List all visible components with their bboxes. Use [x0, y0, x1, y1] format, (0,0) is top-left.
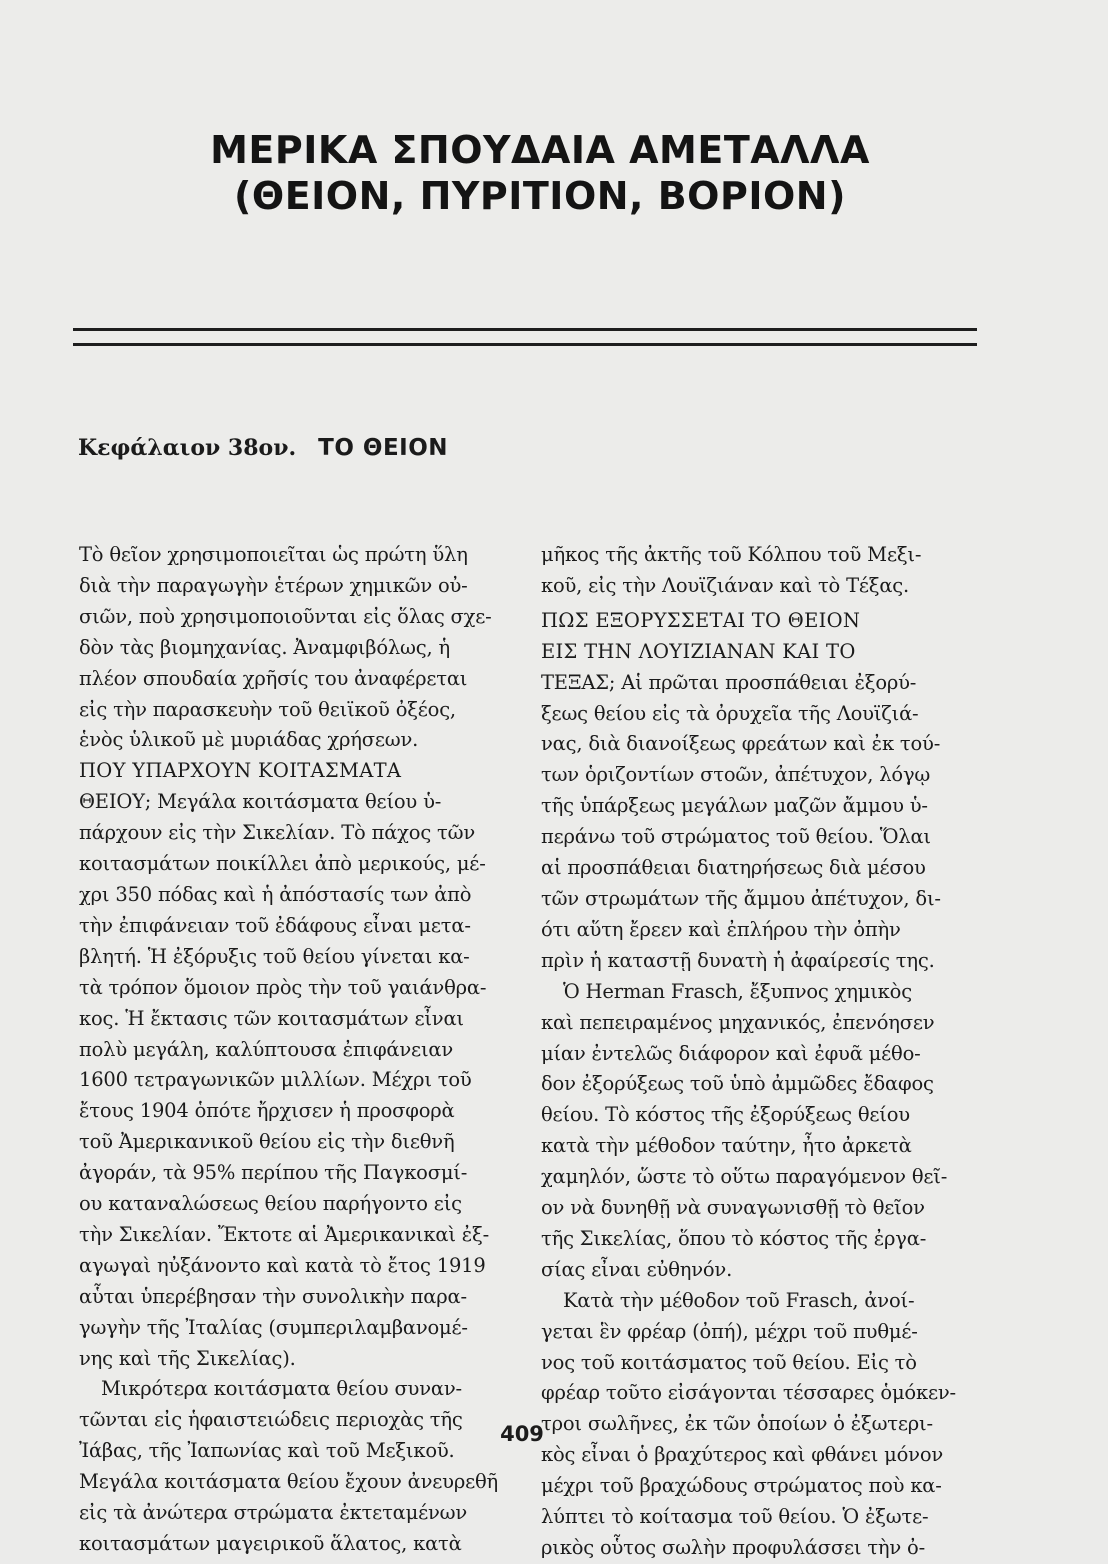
text-line: περάνω τοῦ στρώματος τοῦ θείου. Ὅλαι: [541, 825, 931, 849]
text-line: βλητή. Ἡ ἐξόρυξις τοῦ θείου γίνεται κα-: [79, 944, 470, 968]
text-line: μίαν ἐντελῶς διάφορον καὶ ἐφυᾶ μέθο-: [541, 1041, 921, 1065]
text-line: Μεγάλα κοιτάσματα θείου ἔχουν ἀνευρεθῆ: [79, 1470, 499, 1494]
chapter-name: ΤΟ ΘΕΙΟΝ: [318, 435, 449, 461]
page-title-line-2: (ΘΕΙΟΝ, ΠΥΡΙΤΙΟΝ, ΒΟΡΙΟΝ): [234, 174, 846, 218]
text-line: πολὺ μεγάλη, καλύπτουσα ἐπιφάνειαν: [79, 1037, 454, 1061]
text-line: Ἰάβας, τῆς Ἰαπωνίας καὶ τοῦ Μεξικοῦ.: [79, 1439, 455, 1463]
text-line: πλέον σπουδαία χρῆσίς του ἀναφέρεται: [79, 666, 468, 690]
text-line: Μικρότερα κοιτάσματα θείου συναν-: [101, 1377, 462, 1401]
text-line: ἀγοράν, τὰ 95% περίπου τῆς Παγκοσμί-: [79, 1161, 468, 1185]
text-line: λύπτει τὸ κοίτασμα τοῦ θείου. Ὁ ἐξωτε-: [541, 1505, 929, 1529]
text-line: κοιτασμάτων ποικίλλει ἀπὸ μερικούς, μέ-: [79, 852, 486, 876]
text-line: Κατὰ τὴν μέθοδον τοῦ Frasch, ἀνοί-: [563, 1288, 915, 1312]
text-line: μέχρι τοῦ βραχώδους στρώματος ποὺ κα-: [541, 1474, 942, 1498]
text-line: ΘΕΙΟΥ; Μεγάλα κοιτάσματα θείου ὑ-: [79, 790, 442, 814]
text-line: χαμηλόν, ὥστε τὸ οὕτω παραγόμενον θεῖ-: [541, 1165, 948, 1189]
text-line: ρικὸς οὗτος σωλὴν προφυλάσσει τὴν ὀ-: [541, 1536, 925, 1559]
text-line: ον νὰ δυνηθῇ νὰ συναγωνισθῇ τὸ θεῖον: [541, 1196, 925, 1220]
text-line: κατὰ τὴν μέθοδον ταύτην, ἦτο ἀρκετὰ: [541, 1134, 912, 1158]
section-heading-line: ΠΩΣ ΕΞΟΡΥΣΣΕΤΑΙ ΤΟ ΘΕΙΟΝ: [541, 608, 861, 632]
text-line: Ὁ Herman Frasch, ἔξυπνος χημικὸς: [563, 979, 912, 1003]
text-line: πρὶν ἡ καταστῇ δυνατὴ ἡ ἀφαίρεσίς της.: [541, 948, 935, 972]
text-line: 1600 τετραγωνικῶν μιλλίων. Μέχρι τοῦ: [79, 1068, 472, 1092]
text-line: κος. Ἡ ἔκτασις τῶν κοιτασμάτων εἶναι: [79, 1006, 464, 1030]
text-line: ἔτους 1904 ὁπότε ἤρχισεν ἡ προσφορὰ: [79, 1099, 455, 1123]
section-heading-line: ΕΙΣ ΤΗΝ ΛΟΥΙΖΙΑΝΑΝ ΚΑΙ ΤΟ: [541, 639, 856, 663]
text-line: ότι αὕτη ἔρεεν καὶ ἐπλήρου τὴν ὀπὴν: [541, 917, 901, 941]
text-line: ου καταναλώσεως θείου παρήγοντο εἰς: [79, 1192, 462, 1216]
text-line: ΤΕΞΑΣ; Αἱ πρῶται προσπάθειαι ἐξορύ-: [541, 670, 917, 694]
text-line: καὶ πεπειραμένος μηχανικός, ἐπενόησεν: [541, 1010, 935, 1034]
text-line: αὗται ὑπερέβησαν τὴν συνολικὴν παρα-: [79, 1284, 467, 1308]
text-line: τὴν ἐπιφάνειαν τοῦ ἐδάφους εἶναι μετα-: [79, 913, 471, 937]
text-line: γεται ἓν φρέαρ (ὀπή), μέχρι τοῦ πυθμέ-: [541, 1319, 918, 1343]
text-line: νας, διὰ διανοίξεως φρεάτων καὶ ἐκ τού-: [541, 732, 941, 756]
text-line: δον ἐξορύξεως τοῦ ὑπὸ ἀμμῶδες ἔδαφος: [541, 1072, 934, 1096]
text-line: νης καὶ τῆς Σικελίας).: [79, 1346, 296, 1370]
text-line: αἱ προσπάθειαι διατηρήσεως διὰ μέσου: [541, 856, 926, 880]
text-line: τὴν Σικελίαν. Ἔκτοτε αἱ Ἀμερικανικαὶ ἐξ-: [79, 1222, 489, 1246]
title-rule-lower: [73, 343, 977, 346]
text-line: τῆς ὑπάρξεως μεγάλων μαζῶν ἄμμου ὑ-: [541, 794, 928, 818]
text-line: τῶνται εἰς ἡφαιστειώδεις περιοχὰς τῆς: [79, 1408, 463, 1432]
text-line: δὸν τὰς βιομηχανίας. Ἀναμφιβόλως, ἡ: [79, 635, 450, 659]
text-line: σιῶν, ποὺ χρησιμοποιοῦνται εἰς ὅλας σχε-: [79, 604, 492, 628]
text-line: διὰ τὴν παραγωγὴν ἑτέρων χημικῶν οὐ-: [79, 573, 468, 597]
text-line: τροι σωλῆνες, ἐκ τῶν ὁποίων ὁ ἐξωτερι-: [541, 1412, 933, 1436]
page-title-line-1: ΜΕΡΙΚΑ ΣΠΟΥΔΑΙΑ ΑΜΕΤΑΛΛΑ: [210, 128, 870, 172]
text-line: νος τοῦ κοιτάσματος τοῦ θείου. Εἰς τὸ: [541, 1350, 917, 1374]
chapter-heading: [78, 432, 448, 461]
text-line: σίας εἶναι εὐθηνόν.: [541, 1257, 733, 1281]
text-line: ξεως θείου εἰς τὰ ὀρυχεῖα τῆς Λουϊζιά-: [541, 701, 919, 725]
text-line: τὰ τρόπον ὅμοιον πρὸς τὴν τοῦ γαιάνθρα-: [79, 975, 487, 999]
text-line: αγωγαὶ ηὐξάνοντο καὶ κατὰ τὸ ἔτος 1919: [79, 1253, 486, 1277]
text-line: τοῦ Ἀμερικανικοῦ θείου εἰς τὴν διεθνῆ: [79, 1130, 455, 1154]
text-line: τῶν στρωμάτων τῆς ἄμμου ἀπέτυχον, δι-: [541, 886, 941, 910]
text-line: Τὸ θεῖον χρησιμοποιεῖται ὡς πρώτη ὕλη: [79, 543, 468, 566]
text-line: ἑνὸς ὑλικοῦ μὲ μυριάδας χρήσεων.: [79, 728, 419, 752]
text-line: των ὁριζοντίων στοῶν, ἀπέτυχον, λόγῳ: [541, 763, 931, 787]
text-line: χρι 350 πόδας καὶ ἡ ἀπόστασίς των ἀπὸ: [79, 882, 472, 906]
left-text-column: [79, 540, 499, 1560]
text-line: γωγὴν τῆς Ἰταλίας (συμπεριλαμβανομέ-: [79, 1315, 468, 1339]
text-line: τῆς Σικελίας, ὅπου τὸ κόστος τῆς ἐργα-: [541, 1226, 927, 1250]
text-line: μῆκος τῆς ἀκτῆς τοῦ Κόλπου τοῦ Μεξι-: [541, 543, 922, 566]
section-heading-line: ΠΟΥ ΥΠΑΡΧΟΥΝ ΚΟΙΤΑΣΜΑΤΑ: [79, 759, 402, 783]
text-line: κοῦ, εἰς τὴν Λουϊζιάναν καὶ τὸ Τέξας.: [541, 573, 910, 597]
right-text-column: [541, 540, 977, 1564]
page-number: 409: [500, 1422, 544, 1446]
text-line: κὸς εἶναι ὁ βραχύτερος καὶ φθάνει μόνον: [541, 1443, 944, 1467]
text-line: εἰς τὴν παρασκευὴν τοῦ θειϊκοῦ ὀξέος,: [79, 697, 456, 721]
text-line: θείου. Τὸ κόστος τῆς ἐξορύξεως θείου: [541, 1103, 910, 1127]
title-rule-upper: [73, 328, 977, 331]
text-line: πάρχουν εἰς τὴν Σικελίαν. Τὸ πάχος τῶν: [79, 821, 475, 845]
text-line: εἰς τὰ ἀνώτερα στρώματα ἐκτεταμένων: [79, 1501, 468, 1525]
chapter-number: Κεφάλαιον 38ον.: [78, 435, 297, 461]
text-line: κοιτασμάτων μαγειρικοῦ ἅλατος, κατὰ: [79, 1532, 462, 1555]
text-line: φρέαρ τοῦτο εἰσάγονται τέσσαρες ὁμόκεν-: [541, 1381, 956, 1405]
